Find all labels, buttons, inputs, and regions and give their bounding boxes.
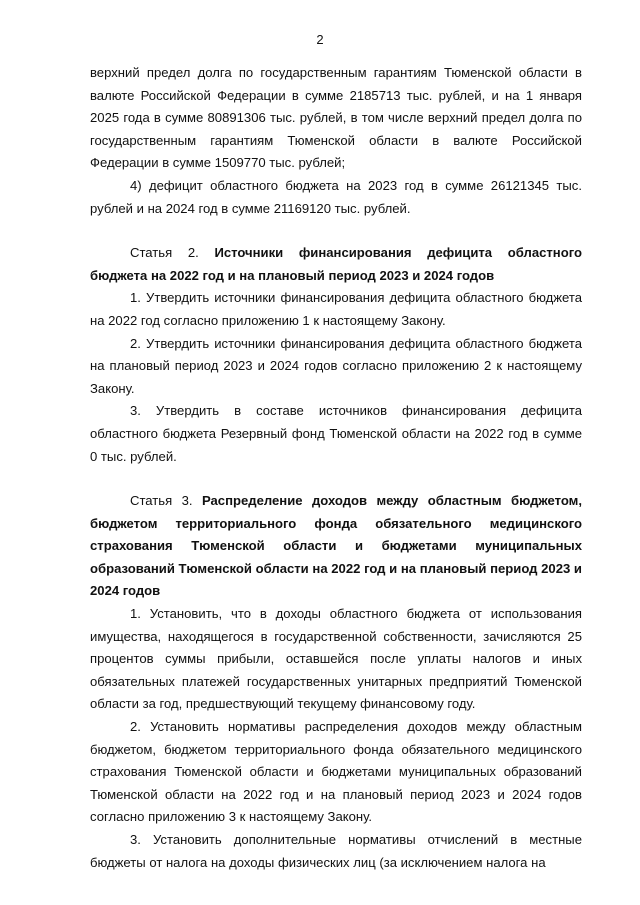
article-3-paragraph-1: 1. Установить, что в доходы областного бюджета от использования имущества, находящегося в государственной собственности, зачисляются 25 процентов суммы прибыли, оставшейся после уплаты налогов и иных обязательных платежей государственных унитарных предприятий Тюменской области за год, предшествующий текущему финансовому году. [90, 606, 582, 712]
article-3-prefix: Статья 3. [130, 493, 193, 509]
article-3-heading [90, 490, 582, 603]
article-2-prefix: Статья 2. [130, 245, 199, 261]
document-body [90, 62, 582, 874]
article-2-paragraph-3: 3. Утвердить в составе источников финансирования дефицита областного бюджета Резервный фонд Тюменской области на 2022 год в сумме 0 тыс. рублей. [90, 403, 582, 464]
item-4-paragraph: 4) дефицит областного бюджета на 2023 год в сумме 26121345 тыс. рублей и на 2024 год в сумме 21169120 тыс. рублей. [90, 177, 582, 216]
article-2-paragraph-1: 1. Утвердить источники финансирования дефицита областного бюджета на 2022 год согласно приложению 1 к настоящему Закону. [90, 290, 582, 328]
spacer [90, 220, 582, 242]
article-3-title: Распределение доходов между областным бюджетом, бюджетом территориального фонда обязательного медицинского страхования Тюменской области и бюджетами муниципальных образований Тюменской области на 2022 год и на плановый период 2023 и 2024 годов [90, 493, 582, 599]
article-2-title: Источники финансирования дефицита областного бюджета на 2022 год и на плановый период 2023 и 2024 годов [90, 245, 582, 283]
article-2-paragraph-2: 2. Утвердить источники финансирования дефицита областного бюджета на плановый период 2023 и 2024 годов согласно приложению 2 к настоящему Закону. [90, 335, 582, 396]
page-number: 2 [316, 32, 324, 47]
article-2-heading [90, 242, 582, 287]
spacer [90, 468, 582, 490]
article-3-paragraph-3: 3. Установить дополнительные нормативы отчислений в местные бюджеты от налога на доходы физических лиц (за исключением налога на [90, 832, 582, 870]
article-3-paragraph-2: 2. Установить нормативы распределения доходов между областным бюджетом, бюджетом территориального фонда обязательного медицинского страхования Тюменской области и бюджетами муниципальных образований Тюменской области на 2022 год и на плановый период 2023 и 2024 годов согласно приложению 3 к настоящему Закону. [90, 719, 582, 825]
intro-paragraph: верхний предел долга по государственным гарантиям Тюменской области в валюте Российской Федерации в сумме 2185713 тыс. рублей, и на 1 января 2025 года в сумме 80891306 тыс. рублей, в том числе верхний предел долга по государственным гарантиям Тюменской области в валюте Российской Федерации в сумме 1509770 тыс. рублей; [90, 65, 582, 171]
